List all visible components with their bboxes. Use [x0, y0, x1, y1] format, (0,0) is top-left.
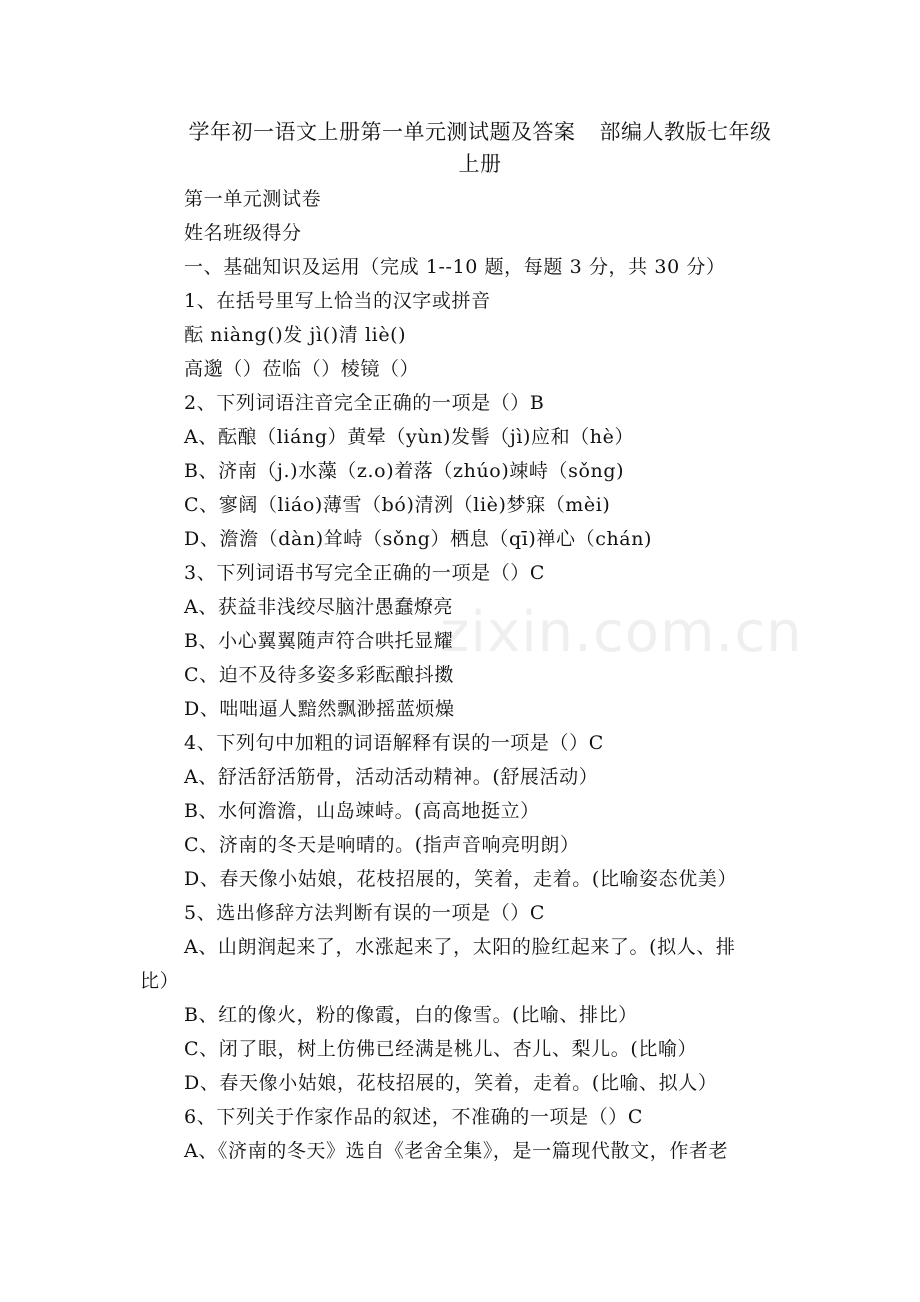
- text-line: D、咄咄逼人黯然飘渺摇蓝烦燥: [184, 698, 455, 720]
- text-line: A、《济南的冬天》选自《老舍全集》，是一篇现代散文，作者老: [184, 1140, 729, 1162]
- text-line: 酝 niàng()发 jì()清 liè(): [184, 324, 407, 346]
- text-line: 一、基础知识及运用（完成 1--10 题，每题 3 分，共 30 分）: [184, 256, 726, 278]
- text-line: 高邈（）莅临（）棱镜（）: [184, 358, 420, 380]
- text-line: B、济南（j.)水藻（z.o)着落（zhúo)竦峙（sǒng): [184, 460, 625, 482]
- text-line: B、红的像火，粉的像霞，白的像雪。(比喻、排比）: [184, 1004, 638, 1026]
- text-line: A、舒活舒活筋骨，活动活动精神。(舒展活动）: [184, 766, 599, 788]
- text-line: C、闭了眼，树上仿佛已经满是桃儿、杏儿、梨儿。(比喻）: [184, 1038, 698, 1060]
- document-title: [140, 116, 820, 180]
- text-line: D、澹澹（dàn)耸峙（sǒng）栖息（qī)禅心（chán): [184, 528, 653, 550]
- text-line: 姓名班级得分: [184, 222, 302, 244]
- text-line: A、山朗润起来了，水涨起来了，太阳的脸红起来了。(拟人、排: [184, 936, 736, 958]
- text-line: 6、下列关于作家作品的叙述，不准确的一项是（）C: [184, 1106, 644, 1128]
- text-line: 3、下列词语书写完全正确的一项是（）C: [184, 562, 546, 584]
- title-part-1: 学年初一语文上册第一单元测试题及答案: [188, 120, 576, 144]
- text-line: 4、下列句中加粗的词语解释有误的一项是（）C: [184, 732, 604, 754]
- text-line-continuation: 比）: [140, 970, 180, 992]
- text-line: D、春天像小姑娘，花枝招展的，笑着，走着。(比喻姿态优美）: [184, 868, 738, 890]
- document-body: [140, 182, 800, 1168]
- text-line: C、济南的冬天是响晴的。(指声音响亮明朗）: [184, 834, 580, 856]
- text-line: 2、下列词语注音完全正确的一项是（）B: [184, 392, 545, 414]
- text-line: C、寥阔（liáo)薄雪（bó)清洌（liè)梦寐（mèi): [184, 494, 611, 516]
- watermark: zixin.com.cn: [440, 600, 803, 665]
- text-line: 第一单元测试卷: [184, 188, 322, 210]
- text-line: B、小心翼翼随声符合哄托显耀: [184, 630, 454, 652]
- text-line: C、迫不及待多姿多彩酝酿抖擞: [184, 664, 454, 686]
- text-line: 1、在括号里写上恰当的汉字或拼音: [184, 290, 491, 312]
- title-line-2: 上册: [458, 152, 502, 176]
- text-line: A、酝酿（liáng）黄晕（yùn)发髻（jì)应和（hè）: [184, 426, 635, 448]
- text-line: D、春天像小姑娘，花枝招展的，笑着，走着。(比喻、拟人）: [184, 1072, 718, 1094]
- title-line-1: [140, 116, 820, 148]
- text-line: B、水何澹澹，山岛竦峙。(高高地挺立）: [184, 800, 540, 822]
- title-part-2: 部编人教版七年级: [599, 120, 772, 144]
- text-line: 5、选出修辞方法判断有误的一项是（）C: [184, 902, 546, 924]
- text-line: A、获益非浅绞尽脑汁愚蠢燎亮: [184, 596, 454, 618]
